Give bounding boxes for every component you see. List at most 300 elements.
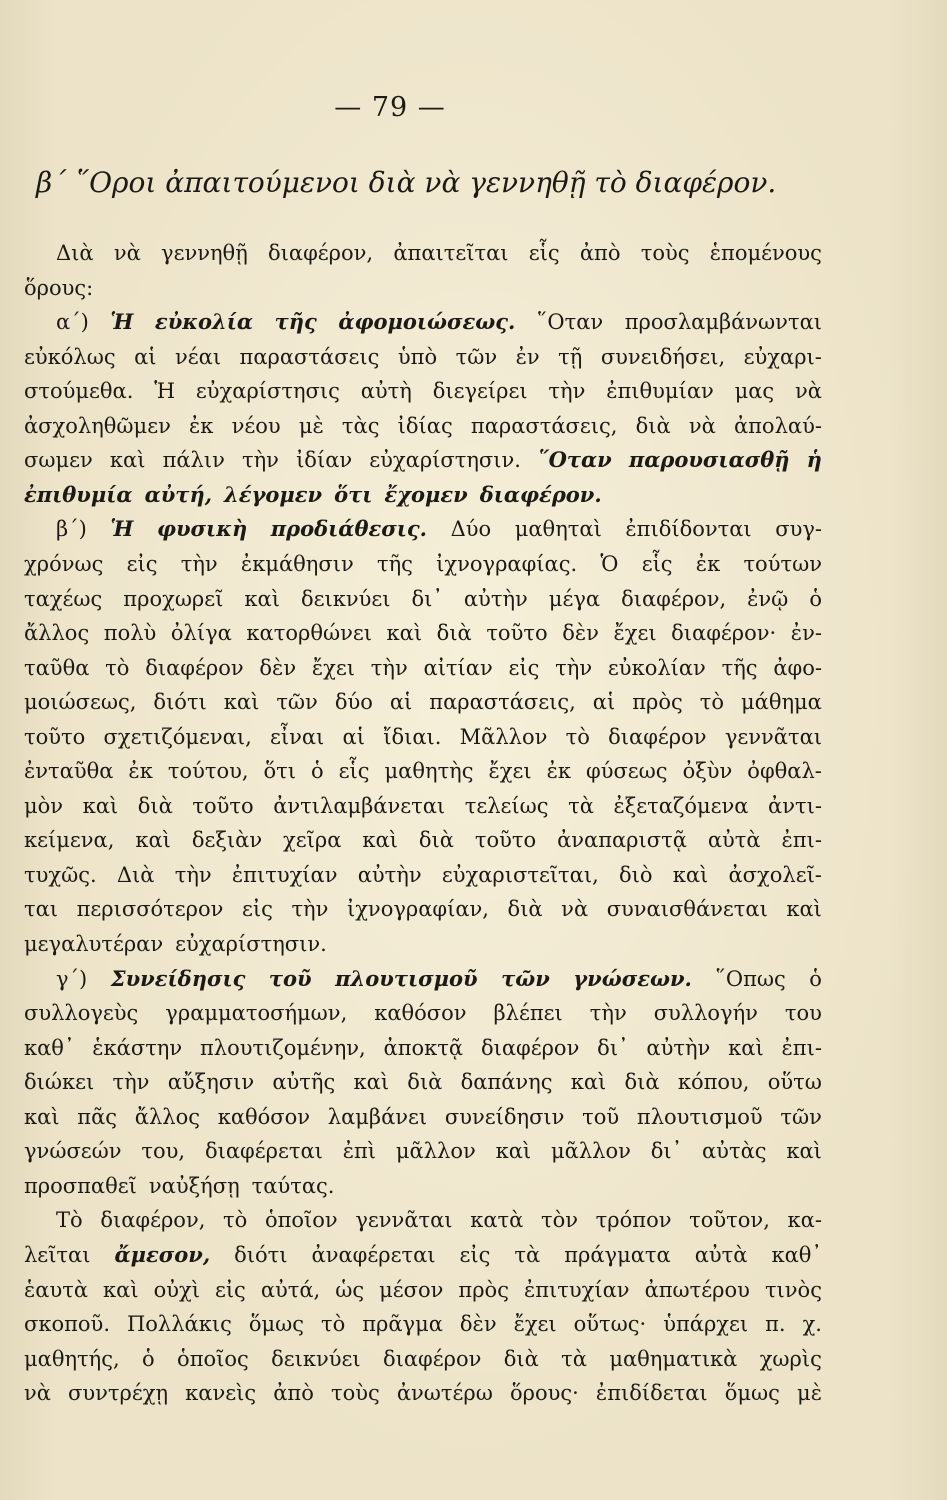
word: καὶ: [135, 828, 171, 853]
word: τὴν: [291, 897, 329, 922]
text-line: [24, 340, 822, 374]
word: τῶν: [455, 344, 498, 369]
word: διαφέρον: [480, 1035, 580, 1060]
word: μᾶλλον: [551, 1139, 631, 1164]
word: ταχέως: [24, 586, 103, 611]
word: αὐτὴν: [357, 862, 422, 887]
word: αὐτὴ: [360, 379, 412, 404]
word: τὴν: [180, 551, 218, 576]
word: τὸ: [320, 1312, 346, 1337]
word: ἐπι-: [781, 1035, 822, 1060]
word: τὸν: [540, 1208, 578, 1233]
word: πρὸς: [632, 690, 683, 715]
word: εἰς: [508, 655, 540, 680]
text-line: [24, 271, 822, 305]
word: φύσεως: [586, 759, 668, 784]
word: διὰ: [137, 793, 173, 818]
word: μᾶλλον: [395, 1139, 476, 1164]
word: διὰ: [418, 828, 454, 853]
word: δι᾿: [411, 586, 443, 611]
word: εὐχαρίστησις: [195, 379, 340, 404]
word: διαφέρον,: [100, 1208, 206, 1233]
word: ὀφθαλ-: [747, 759, 822, 784]
word: ὅρους:: [24, 275, 94, 300]
word: ἡ: [806, 447, 822, 473]
word: σκοποῦ.: [24, 1312, 110, 1337]
word: τὸ: [105, 655, 130, 680]
word: διώκει: [24, 1070, 95, 1095]
word: τὸ: [565, 724, 590, 749]
word: καὶ: [223, 690, 260, 715]
word: δι᾿: [597, 1035, 629, 1060]
word: διαφέρεται: [204, 1139, 323, 1164]
word: ὁ: [311, 759, 324, 784]
word: μαθητής,: [24, 1346, 120, 1371]
word: καὶ: [244, 586, 280, 611]
text-line: [56, 1203, 822, 1237]
text-line: [24, 1238, 822, 1272]
word: ἔχει: [488, 759, 532, 784]
word: ἀφο-: [773, 655, 822, 680]
word: συνείδησιν: [444, 1104, 565, 1129]
word: διὸ: [618, 862, 653, 887]
word: δαπάνης: [460, 1070, 553, 1095]
text-line: [24, 616, 822, 650]
word: ῞Οταν: [536, 310, 604, 335]
text-line: [24, 1307, 822, 1341]
word: μας: [734, 379, 775, 404]
word: καὶ: [786, 897, 822, 922]
word: τοῦτο: [474, 828, 537, 853]
word: δι᾿: [650, 1139, 683, 1164]
word: διὰ: [436, 621, 472, 646]
word: καὶ: [786, 1139, 822, 1164]
word: τῶν: [501, 965, 550, 991]
word: καθόσον: [217, 1104, 311, 1129]
word: συλλογήν: [653, 1001, 758, 1026]
word: προσπαθεῖ: [24, 1173, 137, 1198]
word: αὔξησιν: [167, 1070, 255, 1095]
word: ἐκμάθησιν: [240, 551, 354, 576]
word: διότι: [153, 690, 207, 715]
word: συγ-: [775, 517, 822, 542]
word: παραστάσεις,: [429, 690, 576, 715]
word: δεικνύει: [271, 1346, 361, 1371]
word: καὶ: [82, 793, 119, 818]
word: καὶ: [386, 621, 423, 646]
word: εὐχαριστεῖται,: [441, 862, 599, 887]
word: ταύτας.: [251, 1173, 335, 1198]
word: εἰς: [126, 551, 158, 576]
word: γνώσεών: [24, 1139, 122, 1164]
word: νὰ: [113, 241, 141, 265]
word: μοιώσεως,: [24, 690, 137, 715]
word: κατορθώνει: [246, 621, 372, 646]
word: ἰχνογραφίαν,: [346, 897, 489, 922]
word: οὕτως·: [573, 1312, 647, 1337]
word: δὲν: [259, 655, 297, 680]
word: τὰ: [514, 1242, 541, 1267]
text-line: [24, 789, 822, 823]
word: Μᾶλλον: [459, 724, 548, 749]
word: καθόσον: [374, 1001, 467, 1026]
word: τοῦτο: [24, 724, 86, 749]
word: διὰ: [635, 413, 671, 438]
word: καὶ: [24, 1104, 60, 1129]
word: διαφέρον: [383, 1346, 482, 1371]
word: ἐνῷ: [747, 586, 789, 611]
word: καὶ: [362, 828, 398, 853]
text-line: [24, 996, 822, 1030]
word: πλουτισμοῦ: [636, 1104, 763, 1129]
word: τὴν: [241, 448, 279, 473]
word: ἀναπαριστᾷ: [557, 828, 687, 853]
word: εἷς: [338, 759, 370, 784]
word: εἰς: [242, 897, 273, 922]
text-line: [24, 1273, 822, 1307]
text-line: [24, 651, 822, 685]
word: ἀποκτᾷ: [383, 1035, 464, 1060]
word: ἐξεταζόμενα: [613, 793, 749, 818]
text-line: [24, 478, 822, 512]
word: τυχῶς.: [24, 862, 97, 887]
word: ἄλλος: [24, 621, 90, 646]
word: προχωρεῖ: [123, 586, 224, 611]
word: καὶ: [570, 1070, 607, 1095]
word: πρὸς: [458, 1277, 509, 1302]
word: τοῦ: [582, 1104, 620, 1129]
word: ὁποῖον: [264, 1208, 338, 1233]
word: ἀναφέρεται: [311, 1242, 436, 1267]
word: αἰτίαν: [423, 655, 493, 680]
word: κα-: [787, 1208, 822, 1233]
word: ἔχομεν: [384, 481, 468, 507]
word: ἐπι-: [781, 828, 822, 853]
word: αὐτῆς: [272, 1070, 336, 1095]
text-line: [56, 236, 822, 270]
word: διαφέρον: [145, 655, 244, 680]
word: τὸ: [223, 1208, 248, 1233]
word: πράγματα: [564, 1242, 671, 1267]
word: τὴν: [174, 862, 212, 887]
word: τὴν: [589, 1001, 627, 1026]
word: εὐκολίαν: [607, 655, 706, 680]
text-line: [24, 927, 822, 961]
word: ὡς: [335, 1277, 365, 1302]
text-line: [24, 1342, 822, 1376]
word: ὁ: [809, 586, 822, 611]
word: ὅτι: [263, 759, 297, 784]
word: διὰ: [503, 1346, 539, 1371]
word: ἐπιτυχίαν: [523, 1277, 630, 1302]
word: τῆς: [274, 309, 317, 335]
word: ται: [24, 897, 59, 922]
text-line: [24, 1376, 822, 1410]
word: Ἡ: [110, 309, 134, 335]
word: αἱ: [342, 724, 365, 749]
word: ἴδιαι.: [383, 724, 442, 749]
word: ναὐξήσῃ: [148, 1173, 240, 1198]
word: ἀνωτέρω: [396, 1381, 493, 1406]
word: Διὰ: [116, 862, 155, 887]
word: παρουσιασθῇ: [628, 447, 790, 473]
word: οὐχὶ: [153, 1277, 200, 1302]
word: καὶ: [103, 1277, 139, 1302]
word: αὐτά,: [260, 1277, 321, 1302]
word: Διὰ: [56, 241, 94, 265]
word: καθ᾿: [24, 1035, 75, 1060]
word: π.: [765, 1312, 786, 1337]
word: εὐχαρίστησιν.: [175, 932, 327, 956]
word: τὰς: [341, 413, 380, 438]
word: εἰς: [459, 1242, 491, 1267]
word: προδιάθεσις.: [270, 516, 427, 542]
word: νέου: [231, 413, 281, 438]
word: μέσον: [379, 1277, 444, 1302]
text-line: [24, 409, 822, 443]
text-line: [24, 1169, 822, 1203]
word: διαφέρον.: [479, 481, 602, 507]
word: τὰ: [568, 793, 594, 818]
word: λεῖται: [24, 1242, 91, 1267]
word: ἰχνογραφίας.: [436, 551, 578, 576]
word: ἰδίαν: [296, 448, 353, 473]
word: γεννηθῇ: [161, 241, 248, 265]
word: τινὸς: [764, 1277, 822, 1302]
word: τοῦ: [268, 965, 312, 991]
word: κανεὶς: [185, 1381, 257, 1406]
word: εὐχαρι-: [743, 344, 822, 369]
word: ἀντιλαμβάνεται: [273, 793, 446, 818]
word: ὀξὺν: [682, 759, 733, 784]
word: σωμεν: [24, 448, 93, 473]
word: μαθητὴς: [384, 759, 474, 784]
word: ὑπὸ: [397, 344, 438, 369]
word: νὰ: [24, 1381, 51, 1406]
word: Ὁ: [600, 551, 619, 576]
word: περισσότερον: [76, 897, 224, 922]
word: ὁ: [809, 966, 822, 991]
text-line: [24, 720, 822, 754]
word: Συνείδησις: [110, 965, 246, 991]
word: γ΄): [56, 966, 88, 991]
word: βλέπει: [493, 1001, 563, 1026]
word: μὸν: [24, 793, 64, 818]
word: τοὺς: [330, 1381, 380, 1406]
word: ἀσχοληθῶμεν: [24, 413, 171, 438]
word: μαθηματικὰ: [609, 1346, 738, 1371]
word: γνώσεων.: [573, 965, 692, 991]
text-line: [56, 962, 822, 996]
text-line: [24, 754, 822, 788]
word: κατὰ: [470, 1208, 524, 1233]
word: ἀπαιτεῖται: [393, 241, 509, 265]
word: ταῦθα: [24, 655, 90, 680]
word: χωρὶς: [759, 1346, 822, 1371]
text-line: [24, 685, 822, 719]
word: καὶ: [109, 448, 146, 473]
word: τῇ: [558, 344, 583, 369]
word: τοῦτο: [192, 793, 254, 818]
text-line: [24, 858, 822, 892]
word: τρόπον: [595, 1208, 672, 1233]
text-line: [24, 823, 822, 857]
word: ὅμως: [248, 1312, 305, 1337]
text-line: [24, 1134, 822, 1168]
word: καθ᾿: [771, 1242, 822, 1267]
word: αἱ: [389, 690, 413, 715]
word: ἀπωτέρου: [644, 1277, 750, 1302]
word: εἷς: [528, 241, 560, 265]
word: μὲ: [797, 1381, 822, 1406]
word: τὰ: [561, 1346, 587, 1371]
word: ὅμως: [724, 1381, 780, 1406]
word: ἀσχολεῖ-: [728, 862, 822, 887]
word: κείμενα,: [24, 828, 115, 853]
section-heading: β΄ ῞Οροι ἀπαιτούμενοι διὰ νὰ γεννηθῇ τὸ διαφέρον.: [36, 166, 777, 199]
word: διὰ: [507, 897, 543, 922]
word: α΄): [56, 310, 89, 335]
word: αὐτὰ: [694, 1242, 748, 1267]
word: τὸ: [699, 690, 724, 715]
word: καὶ: [353, 1070, 390, 1095]
word: ἐκ: [189, 413, 214, 438]
word: δεικνύει: [300, 586, 391, 611]
word: διαφέρον,: [621, 586, 727, 611]
word: μέγα: [548, 586, 601, 611]
word: του: [784, 1001, 822, 1026]
text-line: [56, 512, 822, 546]
text-line: [24, 443, 822, 477]
word: τοῦτον,: [689, 1208, 770, 1233]
word: δὲν: [459, 1312, 497, 1337]
word: Δύο: [450, 517, 492, 542]
word: στούμεθα.: [24, 379, 134, 404]
word: Τὸ: [56, 1208, 83, 1233]
word: τούτων: [743, 551, 822, 576]
word: εὐκόλως: [24, 344, 116, 369]
word: διὰ: [624, 1070, 660, 1095]
text-line: [56, 305, 822, 339]
word: καὶ: [728, 1035, 764, 1060]
word: β΄): [56, 517, 87, 542]
word: ἐκ: [546, 759, 572, 784]
word: αὐτὰς: [702, 1139, 767, 1164]
word: ἐκ: [695, 551, 721, 576]
word: τὴν: [112, 1070, 150, 1095]
text-line: [24, 1065, 822, 1099]
word: οὕτω: [767, 1070, 822, 1095]
word: ἐν: [515, 344, 540, 369]
word: γεννᾶται: [355, 1208, 453, 1233]
word: πλουτιζομένην,: [200, 1035, 366, 1060]
word: διαφέρον·: [671, 621, 777, 646]
word: πλουτισμοῦ: [335, 965, 478, 991]
word: διεγείρει: [432, 379, 528, 404]
word: ἰδίας: [397, 413, 453, 438]
text-line: [24, 1100, 822, 1134]
word: πάλιν: [162, 448, 225, 473]
word: ἑκάστην: [92, 1035, 183, 1060]
word: τὴν: [555, 655, 593, 680]
word: εὐχαρίστησιν.: [369, 448, 521, 473]
word: εἶναι: [270, 724, 325, 749]
word: αὐτὴν: [463, 586, 528, 611]
word: συλλογεὺς: [24, 1001, 139, 1026]
word: ἑπομένους: [709, 241, 822, 265]
word: δεξιὰν: [191, 828, 263, 853]
word: τοῦτο: [486, 621, 548, 646]
word: πρᾶγμα: [362, 1312, 443, 1337]
word: τῆς: [376, 551, 413, 576]
word: ὁ: [142, 1346, 155, 1371]
word: πολὺ: [103, 621, 157, 646]
word: μὲ: [298, 413, 324, 438]
word: τούτου,: [167, 759, 249, 784]
word: Ἡ: [154, 379, 176, 404]
word: Ἡ: [110, 516, 134, 542]
word: διότι: [234, 1242, 288, 1267]
word: συναισθάνεται: [606, 897, 768, 922]
word: ἐκ: [128, 759, 153, 784]
word: του,: [141, 1139, 186, 1164]
word: σχετιζόμεναι,: [103, 724, 252, 749]
word: διὰ: [407, 1070, 443, 1095]
word: εἰς: [214, 1277, 246, 1302]
text-line: [24, 892, 822, 926]
word: διαφέρον: [608, 724, 707, 749]
word: λαμβάνει: [327, 1104, 428, 1129]
word: διαφέρον,: [268, 241, 374, 265]
word: γραμματοσήμων,: [165, 1001, 348, 1026]
word: ὀλίγα: [170, 621, 232, 646]
word: φυσικὴ: [156, 516, 248, 542]
word: μαθηταὶ: [514, 517, 602, 542]
word: νέαι: [175, 344, 222, 369]
word: ὅτι: [334, 481, 373, 507]
word: παραστάσεις,: [470, 413, 618, 438]
text-line: [24, 582, 822, 616]
word: αἱ: [134, 344, 157, 369]
word: αὐτὴν: [646, 1035, 711, 1060]
word: ἔχει: [311, 655, 355, 680]
word: ἐπιθυμία: [24, 481, 133, 507]
word: προσλαμβάνωνται: [624, 310, 822, 335]
word: ὅρους·: [509, 1381, 579, 1406]
word: ἀφομοιώσεως.: [338, 309, 516, 335]
text-line: [24, 547, 822, 581]
word: ἐπιτυχίαν: [231, 862, 338, 887]
word: ἀπὸ: [579, 241, 621, 265]
text-line: [24, 374, 822, 408]
word: ὑπάρχει: [663, 1312, 749, 1337]
word: τῆς: [721, 655, 758, 680]
word: ἐπιδίδεται: [595, 1381, 708, 1406]
word: αὐτή,: [144, 481, 213, 507]
word: δὲν: [562, 621, 599, 646]
word: ἐνταῦθα: [24, 759, 114, 784]
word: τῶν: [780, 1104, 822, 1129]
word: ἀπολαύ-: [733, 413, 822, 438]
text-line: [24, 1031, 822, 1065]
word: κόπου,: [677, 1070, 750, 1095]
word: ἔχει: [613, 621, 657, 646]
word: συντρέχῃ: [68, 1381, 169, 1406]
word: ἑαυτὰ: [24, 1277, 89, 1302]
word: ἐπὶ: [342, 1139, 377, 1164]
word: αὐτὰ: [707, 828, 761, 853]
word: ἀντι-: [768, 793, 822, 818]
